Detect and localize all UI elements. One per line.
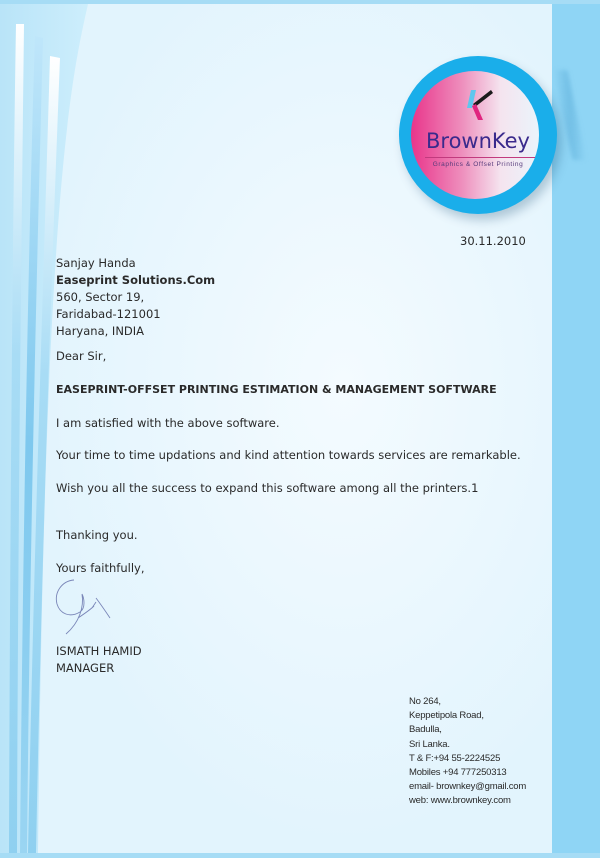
contact-line: Keppetipola Road, xyxy=(409,710,484,722)
body-paragraph-1: I am satisfied with the above software. xyxy=(56,416,280,430)
signer-block xyxy=(56,643,142,677)
contact-line: Badulla, xyxy=(409,724,442,736)
salutation: Dear Sir, xyxy=(56,349,107,363)
closing-phrase: Yours faithfully, xyxy=(56,561,145,575)
brownkey-logo xyxy=(399,56,557,214)
contact-website: web: www.brownkey.com xyxy=(409,795,511,807)
contact-line: Sri Lanka. xyxy=(409,738,450,750)
top-border xyxy=(0,0,600,4)
recipient-address-line: Haryana, INDIA xyxy=(56,324,145,338)
letter-date: 30.11.2010 xyxy=(460,234,526,248)
recipient-address-block xyxy=(56,255,215,340)
handwritten-signature-icon xyxy=(54,578,134,638)
brand-underline xyxy=(425,157,535,158)
recipient-address-line: Faridabad-121001 xyxy=(56,307,161,321)
recipient-address-line: 560, Sector 19, xyxy=(56,290,145,304)
k-monogram-icon xyxy=(461,84,501,124)
body-paragraph-2: Your time to time updations and kind attention towards services are remarkable. xyxy=(56,448,521,462)
signer-title: MANAGER xyxy=(56,661,115,675)
closing-thanks: Thanking you. xyxy=(56,528,138,542)
brand-tagline: Graphics & Offset Printing xyxy=(432,161,524,168)
signer-name: ISMATH HAMID xyxy=(56,644,142,658)
recipient-name: Sanjay Handa xyxy=(56,256,136,270)
brand-name: BrownKey xyxy=(426,129,530,153)
bottom-border xyxy=(0,853,600,858)
body-paragraph-3: Wish you all the success to expand this software among all the printers.1 xyxy=(56,481,479,495)
contact-mobile: Mobiles +94 777250313 xyxy=(409,767,507,779)
company-contact-block xyxy=(409,695,526,809)
recipient-company: Easeprint Solutions.Com xyxy=(56,273,216,287)
contact-email: email- brownkey@gmail.com xyxy=(409,781,527,793)
contact-phone: T & F:+94 55-2224525 xyxy=(409,752,501,764)
letter-subject: EASEPRINT-OFFSET PRINTING ESTIMATION & MANAGEMENT SOFTWARE xyxy=(56,383,497,396)
contact-line: No 264, xyxy=(409,696,441,707)
